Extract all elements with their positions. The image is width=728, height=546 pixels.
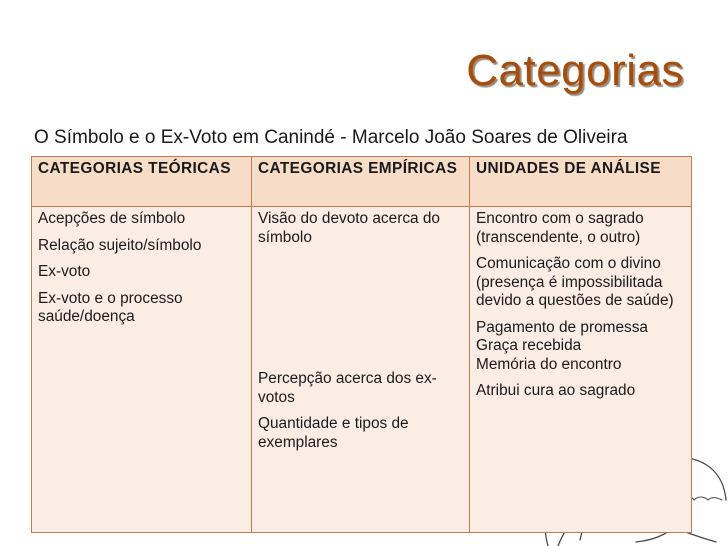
list-item: Acepções de símbolo [38,210,186,227]
header-unidades-de-analise: UNIDADES DE ANÁLISE [470,157,692,207]
list-item: Ex-voto e o processo saúde/doença [38,289,183,325]
list-item: Encontro com o sagrado (transcendente, o outro) [476,210,644,246]
header-categorias-empiricas: CATEGORIAS EMPÍRICAS [252,157,470,207]
table-row [32,207,692,533]
list-item: Ex-voto [38,263,91,280]
cell-categorias-teoricas [32,207,252,533]
header-categorias-teoricas: CATEGORIAS TEÓRICAS [32,157,252,207]
list-item: Relação sujeito/símbolo [38,236,202,254]
list-item: Memória do encontro [476,355,622,373]
list-item: Pagamento de promessa [476,318,648,336]
list-item: Visão do devoto acerca do símbolo [258,210,440,246]
table-header-row [32,157,692,207]
list-item: Comunicação com o divino (presença é impossibilitada devido a questões de saúde) [476,255,674,309]
slide-subtitle: O Símbolo e o Ex-Voto em Canindé - Marcelo João Soares de Oliveira [34,127,628,148]
list-item: Graça recebida [476,337,582,354]
cell-categorias-empiricas [252,207,470,533]
slide-title: Categorias [466,46,684,95]
categories-table [31,156,692,533]
list-item: Quantidade e tipos de exemplares [258,415,409,451]
cell-unidades-de-analise [470,207,692,533]
list-item: Atribui cura ao sagrado [476,382,636,399]
list-item: Percepção acerca dos ex-votos [258,370,437,406]
